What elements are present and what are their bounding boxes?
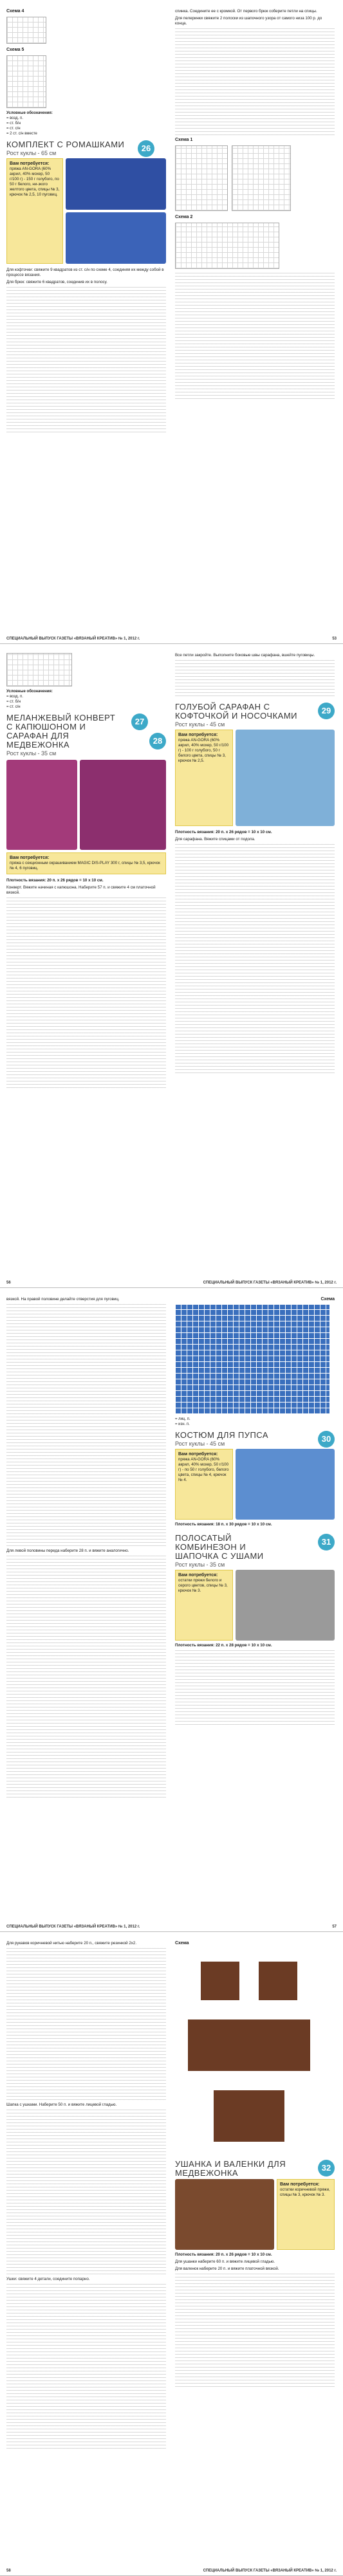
materials-title: Вам потребуется: — [178, 733, 218, 737]
legend-item: = ст. б/н — [6, 700, 21, 704]
doll-photo — [66, 212, 166, 264]
body-text-block — [6, 1948, 166, 2102]
section-title: МЕЛАНЖЕВЫЙ КОНВЕРТ С КАПЮШОНОМ И САРАФАН ДЛЯ МЕДВЕЖОНКА — [6, 713, 116, 750]
pattern-number: 28 — [149, 733, 166, 750]
page-number: 56 — [6, 1281, 11, 1285]
section-title: ГОЛУБОЙ САРАФАН С КОФТОЧКОЙ И НОСОЧКАМИ — [175, 702, 297, 721]
body-text: Для пелеринки свяжите 2 полоски из шапочного узора от самого низа 100 р. до конца. — [175, 16, 322, 26]
footer-text: СПЕЦИАЛЬНЫЙ ВЫПУСК ГАЗЕТЫ «ВЯЗАНЫЙ КРЕАТИВ» № 1, 2012 г. — [203, 2569, 337, 2573]
materials-text: пряжа AN-GORA (60% акрил, 40% мохер, 50 г/100 г) - 150 г голубого, по 50 г белого, ни-зкого желтого цвета, спицы № 3, крючок № 2,5, 10 пуговиц. — [10, 167, 60, 197]
legend-item: = возд. п. — [6, 695, 23, 699]
right-column — [175, 1297, 335, 1727]
materials-box — [6, 852, 166, 874]
footer-text: СПЕЦИАЛЬНЫЙ ВЫПУСК ГАЗЕТЫ «ВЯЗАНЫЙ КРЕАТИВ» № 1, 2012 г. — [6, 637, 140, 641]
materials-box — [175, 1570, 233, 1641]
materials-title: Вам потребуется: — [178, 1573, 218, 1578]
legend-item: = возд. п. — [6, 116, 23, 120]
materials-box — [6, 158, 63, 264]
footer-text: СПЕЦИАЛЬНЫЙ ВЫПУСК ГАЗЕТЫ «ВЯЗАНЫЙ КРЕАТИВ» № 1, 2012 г. — [6, 1925, 140, 1929]
materials-title: Вам потребуется: — [280, 2182, 320, 2187]
density-text: Плотность вязания: 18 п. х 30 рядов = 10 х 10 см. — [175, 1522, 272, 1527]
legend-item: = ст. с/н — [6, 127, 21, 131]
left-column — [6, 653, 166, 1090]
body-text: Для брюк: свяжите 6 квадратов, соединив их в полосу. — [6, 280, 107, 284]
materials-box — [175, 1449, 233, 1520]
pattern-number: 31 — [318, 1534, 335, 1550]
doll-size: Рост куклы - 35 см — [175, 1561, 225, 1568]
body-text-block — [175, 660, 335, 699]
body-text: Для валенок наберите 20 п. и вяжите платочной вязкой. — [175, 2267, 279, 2271]
body-text: Все петли закройте. Выполните боковые швы сарафана, вшейте пуговицы. — [175, 653, 315, 658]
scheme-label: Схема — [175, 1941, 189, 1946]
right-column — [175, 653, 335, 1076]
body-text: Шапка с ушками. Наберите 50 п. и вяжите лицевой гладью. — [6, 2102, 117, 2107]
scheme-label: Схема 2 — [175, 215, 193, 219]
doll-photo — [236, 1449, 335, 1520]
doll-size: Рост куклы - 45 см — [175, 1440, 225, 1447]
legend-title: Условные обозначения: — [6, 690, 53, 694]
materials-title: Вам потребуется: — [178, 1452, 218, 1457]
density-text: Плотность вязания: 20 п. х 26 рядов = 10 х 10 см. — [175, 2252, 272, 2257]
body-text: Для кофточки: свяжите 9 квадратов из ст. с/н по схеме 4, соединяя их между собой в процессе вязания. — [6, 268, 164, 277]
body-text: вязкой. На правой половине делайте отверстия для пуговиц. — [6, 1297, 120, 1302]
pattern-number: 26 — [138, 140, 154, 157]
page-53 — [0, 0, 343, 644]
materials-title: Вам потребуется: — [10, 161, 50, 166]
materials-text: пряжа с секционным окрашиванием MAGIC DIS-PLAY 300 г, спицы № 3,5, крючок № 4, 6 пуговиц. — [10, 861, 160, 870]
doll-photo — [80, 760, 166, 850]
doll-photo — [175, 2179, 274, 2250]
page-footer — [6, 2569, 337, 2573]
body-text: Ушки: свяжите 4 детали, соедините попарно. — [6, 2277, 90, 2281]
density-text: Плотность вязания: 22 п. х 28 рядов = 10 х 10 см. — [175, 1643, 272, 1648]
legend-item: = изн. п. — [175, 1422, 190, 1426]
scheme-label: Схема 5 — [6, 48, 24, 52]
body-text: спинка. Соедините ее с кромкой. От первого брюк соберите петли на спицы. — [175, 9, 317, 14]
doll-photo — [236, 1570, 335, 1641]
legend-title: Условные обозначения: — [6, 111, 53, 115]
right-column — [175, 1941, 335, 2389]
body-text: Для ушанки наберите 60 п. и вяжите лицевой гладью. — [175, 2259, 275, 2264]
scheme-label: Схема — [320, 1297, 335, 1302]
page-footer — [6, 637, 337, 641]
legend — [6, 689, 166, 710]
legend-item: = ст. с/н — [6, 705, 21, 709]
density-text: Плотность вязания: 20 п. х 26 рядов = 10 х 10 см. — [6, 878, 104, 883]
materials-title: Вам потребуется: — [10, 856, 50, 860]
left-column — [6, 9, 166, 435]
materials-text: остатки коричневой пряжи, спицы № 3, крючок № 3. — [280, 2187, 330, 2197]
density-text: Плотность вязания: 20 п. х 26 рядов = 10 х 10 см. — [175, 830, 272, 834]
legend-item: = лиц. п. — [175, 1417, 190, 1421]
legend — [6, 111, 166, 136]
body-text-block — [6, 287, 166, 435]
knit-chart — [175, 223, 279, 269]
body-text-block — [6, 897, 166, 1090]
body-text-block — [175, 2274, 335, 2389]
body-text-block — [6, 1304, 166, 1549]
doll-photo — [66, 158, 166, 210]
scheme-label: Схема 1 — [175, 138, 193, 142]
body-text-block — [6, 2284, 166, 2451]
body-text-block — [6, 2110, 166, 2277]
body-text-block — [6, 1556, 166, 1800]
doll-size: Рост куклы - 35 см — [6, 750, 57, 757]
left-column — [6, 1297, 166, 1800]
footer-text: СПЕЦИАЛЬНЫЙ ВЫПУСК ГАЗЕТЫ «ВЯЗАНЫЙ КРЕАТИВ» № 1, 2012 г. — [203, 1281, 337, 1285]
doll-size: Рост куклы - 65 см — [6, 150, 57, 156]
body-text-block — [175, 273, 335, 401]
section-title: УШАНКА И ВАЛЕНКИ ДЛЯ МЕДВЕЖОНКА — [175, 2159, 286, 2178]
section-title: ПОЛОСАТЫЙ КОМБИНЕЗОН И ШАПОЧКА С УШАМИ — [175, 1533, 264, 1561]
body-text-block — [175, 28, 335, 138]
body-text: Для левой половины переда наберите 28 п. и вяжите аналогично. — [6, 1549, 129, 1553]
page-footer — [6, 1925, 337, 1929]
body-text: Для рукавов коричневой нитью наберите 20 п., свяжите резинкой 2х2. — [6, 1941, 137, 1946]
pattern-number: 30 — [318, 1431, 335, 1448]
scheme-label: Схема 4 — [6, 9, 24, 14]
page-56 — [0, 644, 343, 1288]
page-57 — [0, 1288, 343, 1932]
crochet-chart — [6, 17, 46, 44]
crochet-chart — [6, 55, 46, 108]
page-number: 53 — [332, 637, 337, 641]
crochet-chart — [6, 653, 72, 686]
knit-chart — [175, 145, 228, 211]
page-58 — [0, 1932, 343, 2576]
materials-box — [277, 2179, 335, 2250]
doll-photo — [236, 730, 335, 826]
colorwork-chart — [175, 1949, 323, 2155]
body-text-block — [175, 844, 335, 1076]
legend-item: = 2 ст. с/н вместе — [6, 132, 37, 136]
materials-text: остатки пряжи белого и серого цветов, спицы № 3, крючок № 3. — [178, 1578, 228, 1593]
materials-box — [175, 730, 233, 826]
pattern-number: 29 — [318, 703, 335, 719]
doll-photo — [6, 760, 77, 850]
knit-chart — [232, 145, 291, 211]
left-column — [6, 1941, 166, 2451]
body-text: Конверт. Вяжите начиная с капюшона. Наберите 57 п. и свяжите 4 см платочной вязкой. — [6, 885, 156, 895]
legend-item: = ст. б/н — [6, 122, 21, 125]
section-title: КОМПЛЕКТ С РОМАШКАМИ — [6, 140, 125, 149]
page-footer — [6, 1281, 337, 1285]
pattern-number: 32 — [318, 2160, 335, 2176]
doll-size: Рост куклы - 45 см — [175, 721, 225, 728]
page-number: 57 — [332, 1925, 337, 1929]
pattern-number: 27 — [131, 713, 148, 730]
body-text-block — [175, 1650, 335, 1727]
right-column — [175, 9, 335, 401]
legend — [175, 1417, 335, 1427]
materials-text: пряжа AN-GORA (60% акрил, 40% мохер, 50 г/100 г) - 100 г голубого, 50 г белого цвета, спицы № 3, крючок № 2,5. — [178, 738, 229, 763]
materials-text: пряжа AN-GORA (60% акрил, 40% мохер, 50 г/100 г) - по 50 г голубого, белого цвета, спицы № 4, крючок № 4. — [178, 1457, 229, 1482]
page-number: 58 — [6, 2569, 11, 2573]
body-text: Для сарафана. Вяжите спицами от подола. — [175, 837, 255, 842]
section-title: КОСТЮМ ДЛЯ ПУПСА — [175, 1430, 269, 1440]
colorwork-chart — [175, 1305, 329, 1414]
